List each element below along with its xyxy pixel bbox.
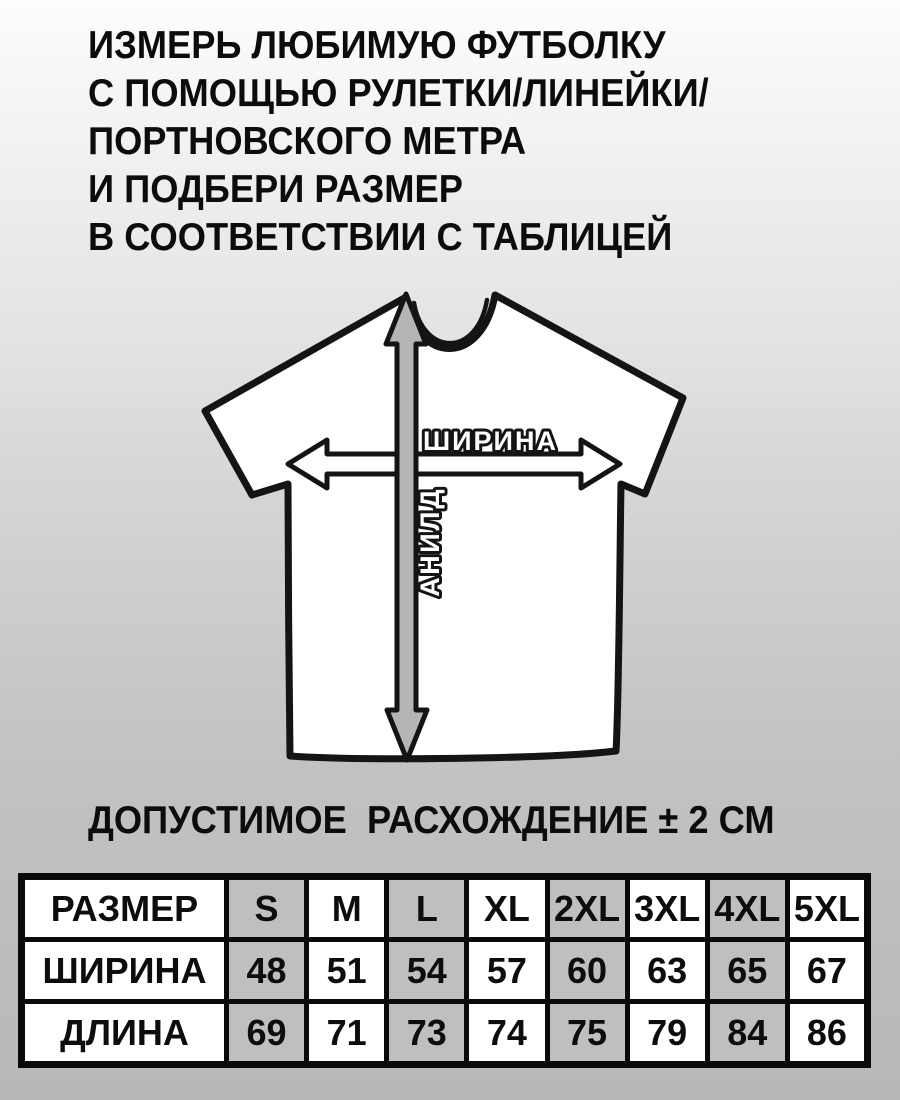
width-cell-l: 54 (387, 940, 467, 1002)
width-cell-s: 48 (227, 940, 307, 1002)
headline-line-5: В СООТВЕТСТВИИ С ТАБЛИЦЕЙ (88, 216, 673, 259)
length-label-char-1: Д (415, 489, 445, 509)
length-label-char-4: Н (415, 555, 445, 575)
length-label-char-5: А (415, 577, 445, 597)
length-cell-xl: 74 (467, 1002, 547, 1065)
tolerance-note: ДОПУСТИМОЕ РАСХОЖДЕНИЕ ± 2 СМ (88, 799, 775, 842)
row-header-width: ШИРИНА (22, 940, 227, 1002)
length-cell-3xl: 79 (627, 1002, 707, 1065)
size-cell-xl: XL (467, 877, 547, 940)
table-row-sizes (22, 877, 868, 940)
size-cell-2xl: 2XL (547, 877, 627, 940)
width-cell-2xl: 60 (547, 940, 627, 1002)
row-header-length: ДЛИНА (22, 1002, 227, 1065)
headline (88, 22, 709, 262)
length-cell-s: 69 (227, 1002, 307, 1065)
size-cell-m: M (307, 877, 387, 940)
length-cell-l: 73 (387, 1002, 467, 1065)
size-cell-3xl: 3XL (627, 877, 707, 940)
table-row-width (22, 940, 868, 1002)
length-cell-2xl: 75 (547, 1002, 627, 1065)
length-cell-4xl: 84 (707, 1002, 787, 1065)
headline-line-1: ИЗМЕРЬ ЛЮБИМУЮ ФУТБОЛКУ (88, 24, 666, 67)
length-cell-5xl: 86 (787, 1002, 867, 1065)
length-label-char-3: И (415, 533, 445, 553)
length-arrow-label (415, 489, 445, 596)
width-cell-4xl: 65 (707, 940, 787, 1002)
size-cell-4xl: 4XL (707, 877, 787, 940)
size-cell-l: L (387, 877, 467, 940)
headline-line-2: С ПОМОЩЬЮ РУЛЕТКИ/ЛИНЕЙКИ/ (88, 72, 709, 115)
length-cell-m: 71 (307, 1002, 387, 1065)
headline-line-4: И ПОДБЕРИ РАЗМЕР (88, 168, 463, 211)
width-cell-m: 51 (307, 940, 387, 1002)
table-row-length (22, 1002, 868, 1065)
headline-line-3: ПОРТНОВСКОГО МЕТРА (88, 120, 527, 163)
length-label-char-2: Л (415, 511, 445, 531)
row-header-size: РАЗМЕР (22, 877, 227, 940)
width-cell-5xl: 67 (787, 940, 867, 1002)
size-table (18, 873, 871, 1068)
tshirt-measure-diagram (180, 280, 720, 780)
width-cell-xl: 57 (467, 940, 547, 1002)
size-cell-s: S (227, 877, 307, 940)
width-arrow-label: ШИРИНА (423, 426, 558, 456)
size-cell-5xl: 5XL (787, 877, 867, 940)
width-cell-3xl: 63 (627, 940, 707, 1002)
